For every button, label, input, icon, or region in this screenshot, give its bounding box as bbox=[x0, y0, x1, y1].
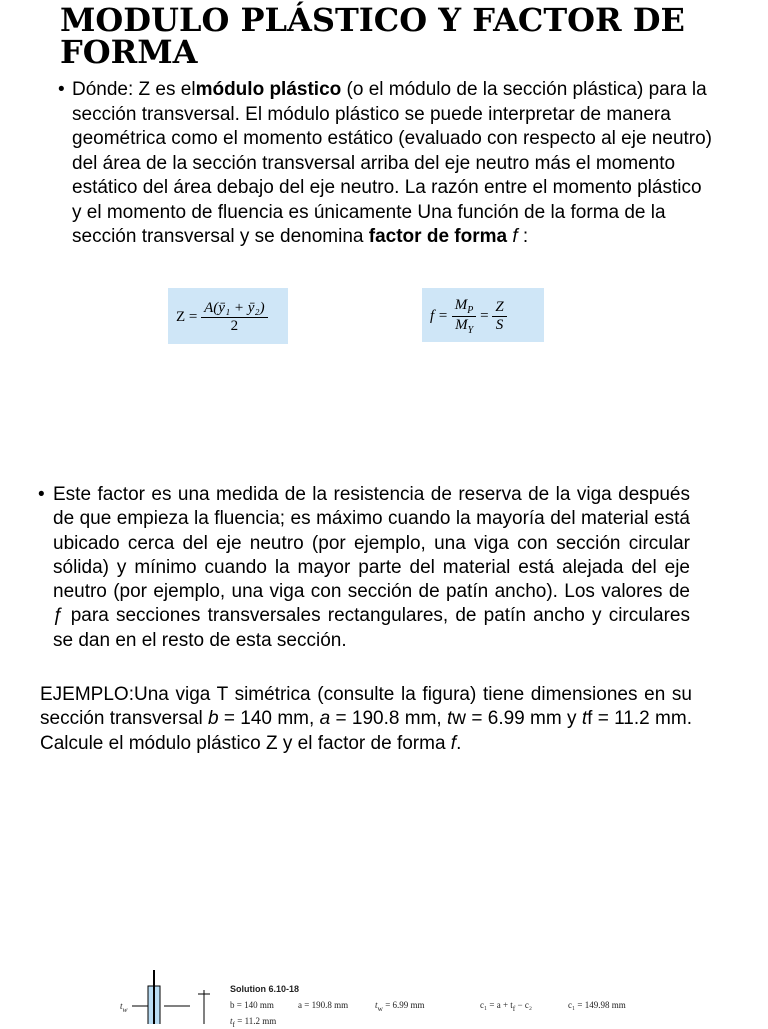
shape-factor-paragraph bbox=[38, 483, 690, 653]
definition-paragraph bbox=[52, 78, 712, 250]
term-plastic-modulus: módulo plástico bbox=[195, 79, 342, 100]
formula1-numerator: A(ȳ₁ + ȳ₂) bbox=[201, 300, 268, 318]
tw-label: $t_w$ bbox=[120, 1001, 128, 1014]
definition-body: (o el módulo de la sección plástica) para la sección transversal. El módulo plástico se puede interpretar de manera geométrica como el momento estático (evaluado con respecto al eje neutro) del área de la sección transversal arriba del eje neutro más el momento estático del área debajo del eje neutro. La razón entre el momento plástico y el momento de fluencia es únicamente Una función de la forma de la sección transversal y se denomina bbox=[72, 79, 713, 247]
bullet-marker: • bbox=[38, 484, 45, 505]
formula-plastic-modulus bbox=[168, 288, 288, 344]
solution-b: b = 140 mm bbox=[230, 1000, 274, 1010]
page-title: MODULO PLÁSTICO Y FACTOR DE FORMA bbox=[60, 1, 685, 71]
solution-c1-formula: $c_1 = a + t_f - c_2$ bbox=[480, 1000, 532, 1013]
shape-factor-symbol: f bbox=[512, 226, 518, 247]
formula2-eq: = bbox=[480, 307, 489, 324]
formula1-denominator: 2 bbox=[230, 318, 239, 334]
colon: : bbox=[517, 226, 529, 247]
intro-text: Dónde: Z es el bbox=[72, 79, 196, 100]
shape-factor-text: Este factor es una medida de la resistencia de reserva de la viga después de que empieza la fluencia; es máximo cuando la mayoría del material está ubicado cerca del eje neutro (por ejemplo, una viga con sección circular sólida) y mínimo cuando la mayor parte del material está alejada del eje neutro (por ejemplo, una viga con sección de patín ancho). Los valores de ƒ para secciones transversales rectangulares, de patín ancho y circulares se dan en el resto de esta sección. bbox=[53, 484, 690, 651]
example-paragraph: EJEMPLO:Una viga T simétrica (consulte la figura) tiene dimensiones en su sección transversal b = 140 mm, a = 190.8 mm, tw = 6.99 mm y tf = 11.2 mm. Calcule el módulo plástico Z y el factor de forma f. bbox=[40, 684, 692, 754]
solution-tw: $t_w = 6.99$ mm bbox=[375, 1000, 425, 1013]
formula2-den1: $M_Y$ bbox=[455, 317, 474, 336]
formula2-lhs: f = bbox=[430, 307, 449, 324]
formula-shape-factor bbox=[422, 288, 544, 342]
formula1-lhs: Z = bbox=[176, 308, 198, 325]
bullet-marker: • bbox=[58, 79, 65, 100]
formula2-num1: $M_P$ bbox=[452, 297, 477, 317]
formula2-den2: S bbox=[495, 317, 504, 333]
solution-figure bbox=[118, 970, 768, 1029]
term-shape-factor: factor de forma bbox=[368, 226, 508, 247]
t-beam-figure bbox=[118, 970, 228, 1024]
solution-c1-value: c₁ = 149.98 mm bbox=[568, 1000, 626, 1010]
solution-a: a = 190.8 mm bbox=[298, 1000, 349, 1010]
formula2-num2: Z bbox=[492, 299, 506, 317]
solution-tf: $t_f = 11.2$ mm bbox=[230, 1016, 277, 1029]
solution-heading: Solution 6.10-18 bbox=[230, 984, 300, 994]
